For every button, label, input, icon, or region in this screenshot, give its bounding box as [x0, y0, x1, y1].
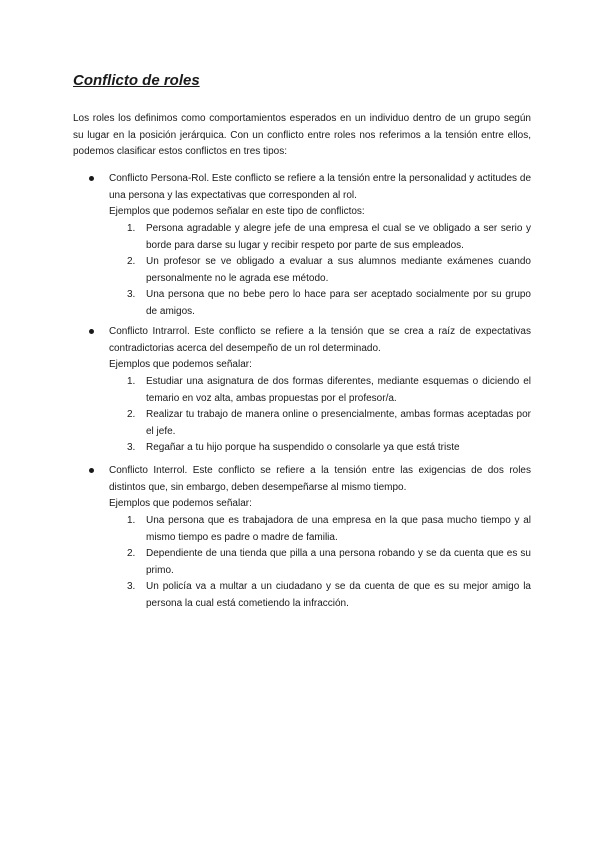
list-number: 3.: [127, 442, 136, 453]
list-item-text: Realizar tu trabajo de manera online o presencialmente, ambas formas aceptadas por el jefe.: [146, 409, 531, 437]
list-item-text: Una persona que es trabajadora de una empresa en la que pasa mucho tiempo y al mismo tiempo es padre o madre de familia.: [146, 515, 531, 543]
list-item-text: Regañar a tu hijo porque ha suspendido o consolarle ya que está triste: [146, 442, 460, 453]
examples-label: Ejemplos que podemos señalar:: [109, 359, 252, 370]
list-number: 1.: [127, 223, 136, 234]
section-description: Conflicto Persona-Rol. Este conflicto se refiere a la tensión entre la personalidad y actitudes de una persona y las expectativas que corresponden al rol.: [109, 173, 531, 201]
list-item-text: Un profesor se ve obligado a evaluar a sus alumnos mediante exámenes cuando personalmente no le agrada ese método.: [146, 256, 531, 284]
list-item-text: Un policía va a multar a un ciudadano y se da cuenta de que es su mejor amigo la persona la cual está cometiendo la infracción.: [146, 581, 531, 609]
examples-label: Ejemplos que podemos señalar en este tipo de conflictos:: [109, 206, 365, 217]
list-number: 2.: [127, 256, 136, 267]
list-number: 1.: [127, 376, 136, 387]
bullet-icon: [89, 176, 94, 181]
examples-label: Ejemplos que podemos señalar:: [109, 498, 252, 509]
list-number: 3.: [127, 289, 136, 300]
section-description: Conflicto Intrarrol. Este conflicto se refiere a la tensión que se crea a raíz de expectativas contradictorias acerca del desempeño de un rol determinado.: [109, 326, 531, 354]
section-description: Conflicto Interrol. Este conflicto se refiere a la tensión entre las exigencias de dos roles distintos que, sin embargo, deben desempeñarse al mismo tiempo.: [109, 465, 531, 493]
list-number: 3.: [127, 581, 136, 592]
list-item-text: Una persona que no bebe pero lo hace para ser aceptado socialmente por su grupo de amigos.: [146, 289, 531, 317]
list-number: 2.: [127, 409, 136, 420]
bullet-icon: [89, 468, 94, 473]
list-number: 1.: [127, 515, 136, 526]
page-title: Conflicto de roles: [73, 72, 200, 89]
intro-paragraph: Los roles los definimos como comportamientos esperados en un individuo dentro de un grupo según su lugar en la posición jerárquica. Con un conflicto entre roles nos referimos a la tensión entre ellos, podemos clasificar estos conflictos en tres tipos:: [73, 113, 531, 157]
list-item-text: Dependiente de una tienda que pilla a una persona robando y se da cuenta que es su primo.: [146, 548, 531, 576]
list-item-text: Persona agradable y alegre jefe de una empresa el cual se ve obligado a ser serio y borde para darse su lugar y recibir respeto por parte de sus empleados.: [146, 223, 531, 251]
list-item-text: Estudiar una asignatura de dos formas diferentes, mediante esquemas o diciendo el temario en voz alta, ambas propuestas por el profesor/a.: [146, 376, 531, 404]
list-number: 2.: [127, 548, 136, 559]
bullet-icon: [89, 329, 94, 334]
